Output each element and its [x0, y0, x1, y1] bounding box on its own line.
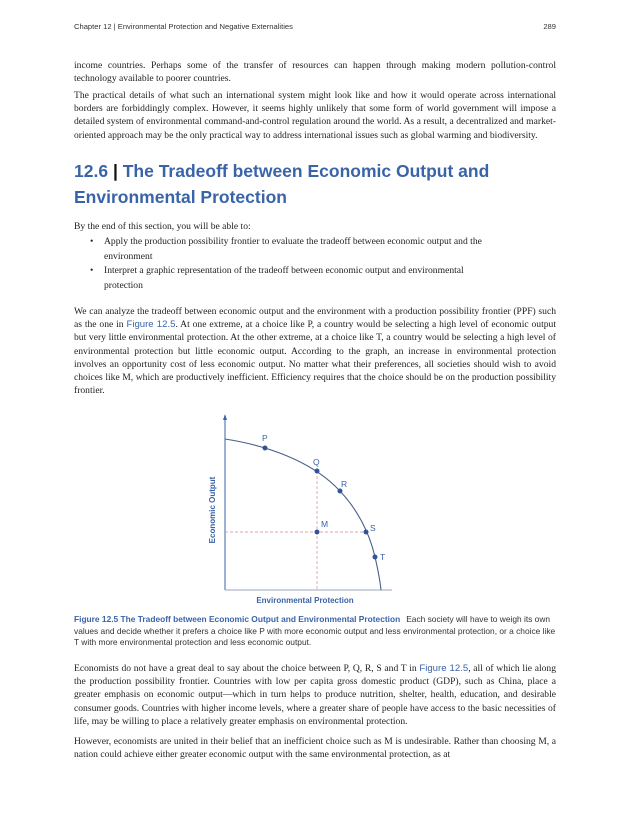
intro-paragraph-1: income countries. Perhaps some of the transfer of resources can happen through making modern pollution-control technology available to poorer countries. [74, 60, 556, 85]
label-m: M [321, 519, 329, 529]
bullet-icon: • [90, 265, 94, 277]
continuation-text-start: Economists do not have a great deal to say about the choice between P, Q, R, S and T in [74, 663, 420, 674]
point-q [315, 469, 320, 474]
bullet-icon: • [90, 236, 94, 248]
section-heading [74, 158, 556, 210]
label-t: T [380, 552, 386, 562]
page-number: 289 [543, 22, 556, 31]
intro-paragraph-2: The practical details of what such an international system might look like and how it would operate across international borders are forbiddingly complex. However, it seems highly unlikely that some form of world government will impose a detailed system of environmental command-and-control regulation around the world. As a result, a decentralized and market-oriented approach may be the only practical way to address international issues such as global warming and biodiversity. [74, 90, 556, 141]
point-t [373, 555, 378, 560]
point-m [315, 530, 320, 535]
continuation-paragraph-2: However, economists are united in their belief that an inefficient choice such as M is undesirable. Rather than choosing M, a nation could achieve either greater economic output with the same environmental protection, as at [74, 736, 556, 761]
analysis-paragraph [74, 305, 556, 397]
point-s [364, 530, 369, 535]
analysis-text-start: We can analyze the tradeoff between economic output and the environment with a production possibility frontier (PPF) such as the one in [74, 306, 556, 331]
x-axis-label: Environmental Protection [256, 596, 354, 605]
figure-link[interactable]: Figure 12.5 [419, 663, 469, 674]
ppf-chart-svg [200, 410, 400, 610]
label-r: R [341, 479, 348, 489]
section-number: 12.6 [74, 161, 109, 181]
y-axis-label: Economic Output [208, 476, 217, 544]
objective-text: Interpret a graphic representation of the tradeoff between economic output and environmental protection [104, 265, 464, 291]
running-header [74, 22, 556, 31]
continuation-paragraph-1 [74, 662, 556, 728]
ppf-chart [200, 410, 400, 610]
objective-item [74, 235, 504, 264]
label-s: S [370, 523, 376, 533]
y-axis-arrow-icon [223, 414, 227, 420]
objectives-lead: By the end of this section, you will be able to: [74, 221, 251, 232]
point-p [263, 446, 268, 451]
point-r [338, 489, 343, 494]
caption-title: Figure 12.5 The Tradeoff between Economic Output and Environmental Protection [74, 614, 401, 624]
ppf-curve [225, 439, 381, 590]
figure-caption [74, 614, 556, 649]
continuation-text-end: , all of which lie along the production possibility frontier. Countries with low per capita gross domestic product (GDP), such as China, place a greater emphasis on economic output—which in turn helps to produce nutrition, shelter, health, education, and desirable consumer goods. Countries with higher income levels, where a greater share of people have access to the basic necessities of life, may be willing to place a relatively greater emphasis on environmental protection. [74, 663, 557, 727]
figure-link[interactable]: Figure 12.5 [126, 319, 176, 331]
analysis-text-end: . At one extreme, at a choice like P, a country would be selecting a high level of economic output but very little environmental protection. At the other extreme, at a choice like T, a country would be selecting a high level of environmental protection but little economic output. According to the graph, an increase in environmental protection involves an opportunity cost of less economic output. No matter what their preferences, all societies should wish to avoid choices like M, which are productively inefficient. Efficiency requires that the choice should be on the production possibility frontier. [74, 319, 557, 397]
learning-objectives [74, 220, 556, 293]
section-title-text: The Tradeoff between Economic Output and Environmental Protection [74, 161, 490, 207]
objective-text: Apply the production possibility frontier to evaluate the tradeoff between economic output and the environment [104, 236, 482, 262]
caption-text: Each society will have to weigh its own values and decide whether it prefers a choice like P with more economic output and less environmental protection, or a choice like T with more environmental protection and less economic output. [74, 614, 556, 648]
section-separator: | [112, 161, 118, 181]
objectives-list [74, 235, 556, 293]
label-p: P [262, 433, 268, 443]
chapter-title: Chapter 12 | Environmental Protection and Negative Externalities [74, 22, 293, 31]
label-q: Q [313, 457, 320, 467]
objective-item [74, 264, 504, 293]
